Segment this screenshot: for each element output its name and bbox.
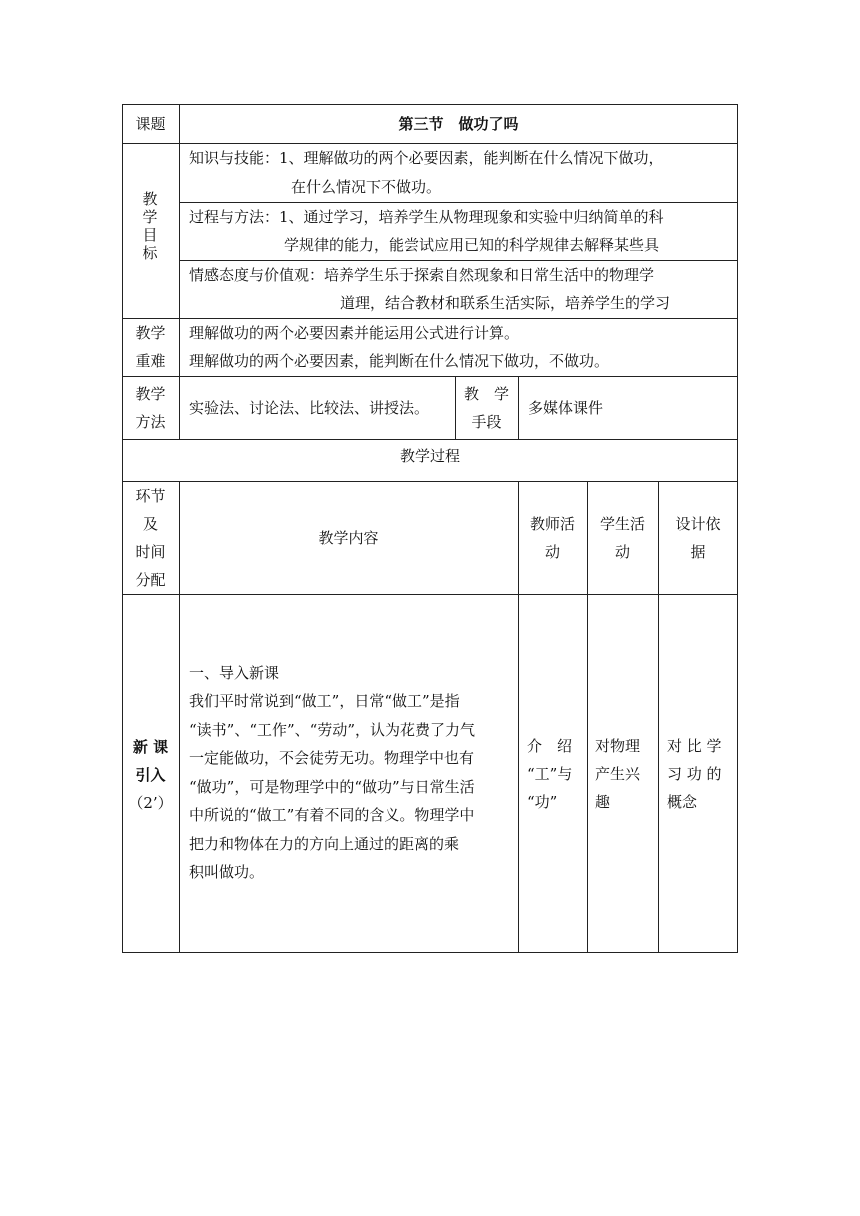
objectives-label: 教学目标 [142, 190, 158, 262]
teacher-line: “功” [527, 793, 558, 811]
basis-line: 对 比 学 [667, 737, 722, 755]
student-header: 学生活 [599, 515, 645, 533]
teacher-header: 动 [544, 543, 560, 561]
objective-attitude-line: 道理，结合教材和联系生活实际，培养学生的学习 [340, 294, 671, 312]
keypoint-line: 理解做功的两个必要因素，能判断在什么情况下做功，不做功。 [189, 352, 610, 370]
methods-label: 方法 [135, 413, 166, 431]
means-label: 教 学 [463, 385, 509, 403]
col-divider [179, 104, 180, 439]
keypoints-label: 教学 [135, 324, 166, 342]
topic-label: 课题 [135, 115, 166, 133]
basis-line: 概念 [667, 793, 698, 811]
keypoint-line: 理解做功的两个必要因素并能运用公式进行计算。 [189, 324, 520, 342]
stage-header: 环节 [135, 487, 166, 505]
row1-stage: 引入 [135, 766, 166, 784]
methods-value: 实验法、讨论法、比较法、讲授法。 [189, 399, 430, 417]
content-line: 积叫做功。 [189, 863, 265, 881]
objective-process-line: 过程与方法：1、通过学习，培养学生从物理现象和实验中归纳简单的科 [189, 208, 664, 226]
row1-stage: 新 课 [132, 738, 169, 756]
student-line: 趣 [595, 793, 611, 811]
row-divider [122, 439, 738, 440]
methods-label: 教学 [135, 385, 166, 403]
student-line: 对物理 [595, 737, 641, 755]
student-header: 动 [614, 543, 630, 561]
content-line: “做功”，可是物理学中的“做功”与日常生活 [189, 778, 475, 796]
lesson-title: 第三节 做功了吗 [398, 115, 519, 133]
content-line: “读书”、“工作”、“劳动”，认为花费了力气 [189, 721, 476, 739]
content-line: 我们平时常说到“做工”，日常“做工”是指 [189, 692, 460, 710]
teacher-line: “工”与 [527, 765, 573, 783]
row-divider [122, 481, 738, 482]
stage-header: 及 [142, 515, 158, 533]
basis-line: 习 功 的 [667, 765, 722, 783]
col-divider [518, 376, 519, 439]
basis-header: 据 [690, 543, 706, 561]
basis-header: 设计依 [675, 515, 721, 533]
student-line: 产生兴 [595, 765, 641, 783]
keypoints-label: 重难 [135, 352, 166, 370]
stage-header: 分配 [135, 571, 166, 589]
row1-stage-time: （2’） [128, 794, 173, 812]
means-value: 多媒体课件 [528, 399, 604, 417]
means-label: 手段 [471, 413, 502, 431]
objective-knowledge-line: 在什么情况下不做功。 [291, 178, 442, 196]
content-header: 教学内容 [318, 529, 379, 547]
content-line: 中所说的“做工”有着不同的含义。物理学中 [189, 806, 475, 824]
teacher-header: 教师活 [529, 515, 575, 533]
row-divider [122, 376, 738, 377]
objective-attitude-line: 情感态度与价值观：培养学生乐于探索自然现象和日常生活中的物理学 [189, 266, 655, 284]
process-title: 教学过程 [399, 447, 460, 465]
content-line: 一、导入新课 [189, 664, 280, 682]
row-divider [122, 594, 738, 595]
objective-process-line: 学规律的能力，能尝试应用已知的科学规律去解释某些具 [284, 236, 660, 254]
content-line: 把力和物体在力的方向上通过的距离的乘 [189, 835, 460, 853]
teacher-line: 介 绍 [527, 737, 573, 755]
content-line: 一定能做功，不会徒劳无功。物理学中也有 [189, 749, 475, 767]
objective-knowledge-line: 知识与技能：1、理解做功的两个必要因素，能判断在什么情况下做功， [189, 149, 664, 167]
stage-header: 时间 [135, 543, 166, 561]
